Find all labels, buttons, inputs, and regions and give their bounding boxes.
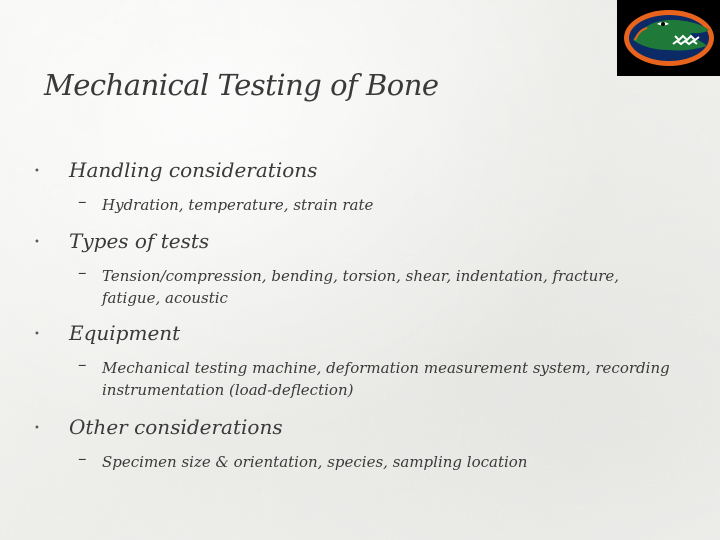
item-heading: Types of tests bbox=[69, 229, 210, 253]
bullet-icon: • bbox=[34, 423, 40, 434]
item-detail: Specimen size & orientation, species, sampling location bbox=[102, 453, 528, 471]
item-heading: Other considerations bbox=[69, 415, 283, 439]
bullet-icon: • bbox=[34, 329, 40, 340]
dash-icon: – bbox=[78, 263, 87, 283]
item-heading: Equipment bbox=[69, 321, 181, 345]
item-detail: Mechanical testing machine, deformation measurement system, recording instrumentation (load-deflection) bbox=[102, 359, 670, 399]
item-detail: Hydration, temperature, strain rate bbox=[102, 196, 374, 214]
bullet-icon: • bbox=[34, 237, 40, 248]
item-heading: Handling considerations bbox=[69, 158, 318, 182]
dash-icon: – bbox=[78, 449, 87, 469]
dash-icon: – bbox=[78, 192, 87, 212]
gator-logo-icon bbox=[617, 0, 720, 76]
slide-title: Mechanical Testing of Bone bbox=[44, 68, 439, 102]
bullet-icon: • bbox=[34, 166, 40, 177]
item-detail: Tension/compression, bending, torsion, shear, indentation, fracture, fatigue, acoustic bbox=[102, 267, 620, 307]
dash-icon: – bbox=[78, 355, 87, 375]
